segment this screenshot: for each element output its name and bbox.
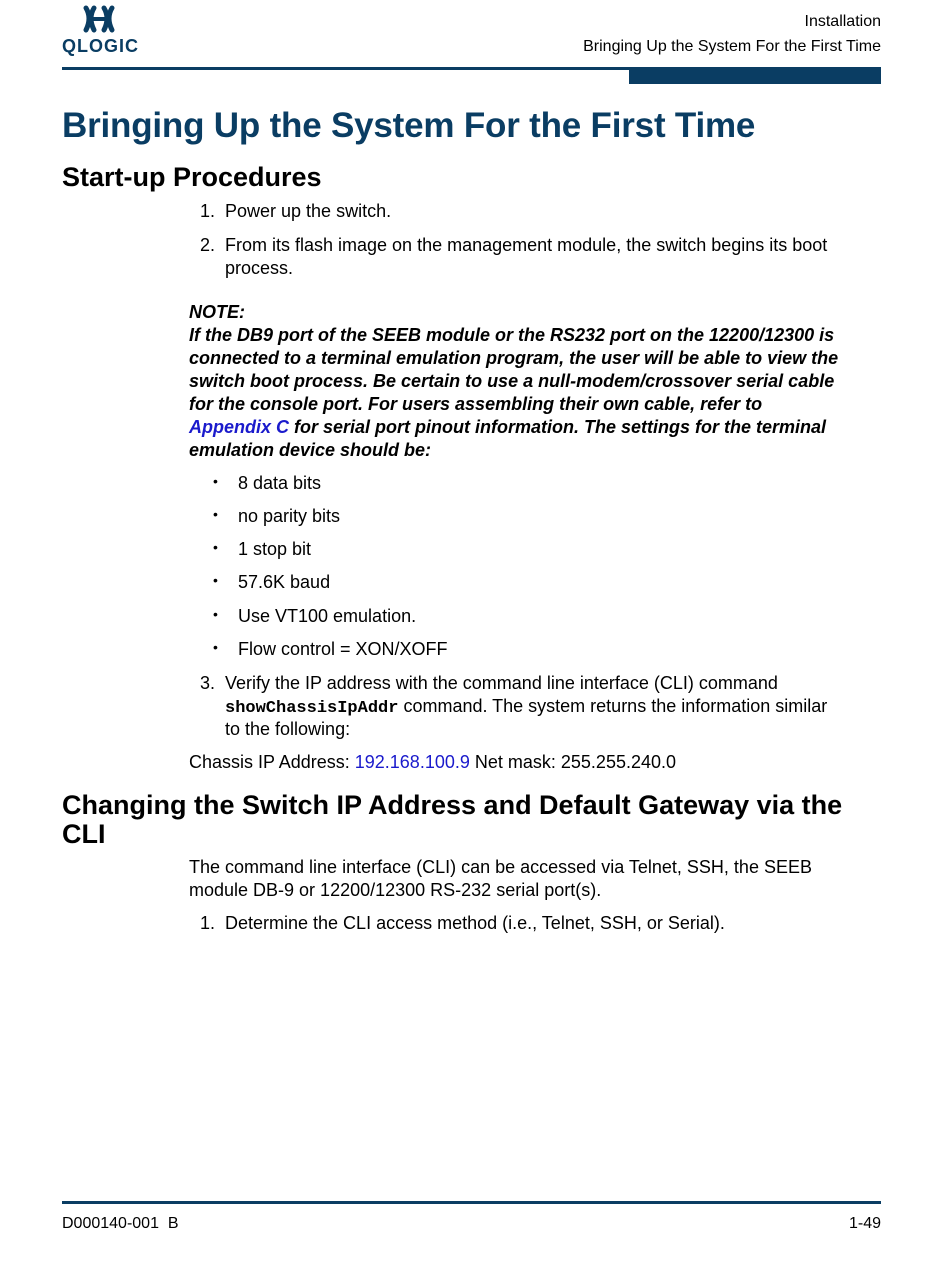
logo-text: QLOGIC [62,36,139,56]
note-line: connected to a terminal emulation program, the user will be able to view the [189,348,839,368]
step-text: From its flash image on the management module, the switch begins its boot [225,235,828,255]
heading-line: Changing the Switch IP Address and Default Gateway via the [62,790,843,820]
note-line-rest: for serial port pinout information. The settings for the terminal [289,417,827,437]
bullet-icon: • [213,572,218,588]
bullet-icon: • [213,473,218,489]
bullet-icon: • [213,606,218,622]
step-text: Verify the IP address with the command line interface (CLI) command [225,673,778,693]
startup-heading: Start-up Procedures [62,162,322,192]
footer-rule [62,1201,881,1204]
list-item: 1 stop bit [238,539,312,559]
qlogic-logo-mark [62,5,142,35]
bullet-icon: • [213,639,218,655]
heading-line: CLI [62,819,106,849]
note-block [189,301,889,462]
note-line: If the DB9 port of the SEEB module or the RS232 port on the 12200/12300 is [189,325,835,345]
note-line: emulation device should be: [189,440,432,460]
qlogic-logo [62,5,152,57]
step-text: Power up the switch. [225,201,392,221]
running-header [583,9,881,59]
list-item: 8 data bits [238,473,322,493]
page-title: Bringing Up the System For the First Time [62,106,756,145]
footer-doc-id: D000140-001 B [62,1215,179,1232]
ip-address-link[interactable]: 192.168.100.9 [354,752,470,772]
cli-command: showChassisIpAddr [225,699,399,718]
change-ip-heading [62,791,842,849]
step-text: Determine the CLI access method (i.e., Telnet, SSH, or Serial). [225,913,725,933]
step-text [225,695,827,720]
command-result [189,751,676,774]
bullet-icon: • [213,506,218,522]
bullet-icon: • [213,539,218,555]
result-rest: Net mask: 255.255.240.0 [469,752,677,772]
appendix-c-link[interactable]: Appendix C [189,417,290,437]
list-item: no parity bits [238,506,341,526]
intro-text: The command line interface (CLI) can be accessed via Telnet, SSH, the SEEB [189,857,812,877]
note-line: for the console port. For users assembling their own cable, refer to [189,394,763,414]
list-item: 57.6K baud [238,572,331,592]
note-line [189,416,889,439]
step-text-rest: command. The system returns the information similar [398,696,828,716]
step-number: 1. [199,201,215,221]
intro-text: module DB-9 or 12200/12300 RS-232 serial port(s). [189,880,602,900]
note-line: switch boot process. Be certain to use a null-modem/crossover serial cable [189,371,835,391]
step-number: 2. [199,235,215,255]
list-item: Use VT100 emulation. [238,606,417,626]
step-number: 1. [199,913,215,933]
header-accent-bar [629,67,881,84]
step-text: to the following: [225,719,351,739]
note-label: NOTE: [189,302,245,322]
footer-page-number: 1-49 [848,1215,881,1232]
list-item: Flow control = XON/XOFF [238,639,448,659]
header-section: Installation [804,13,881,30]
header-running-title: Bringing Up the System For the First Time [583,38,881,55]
step-text: process. [225,258,294,278]
step-number: 3. [199,673,215,693]
result-label: Chassis IP Address: [189,752,355,772]
